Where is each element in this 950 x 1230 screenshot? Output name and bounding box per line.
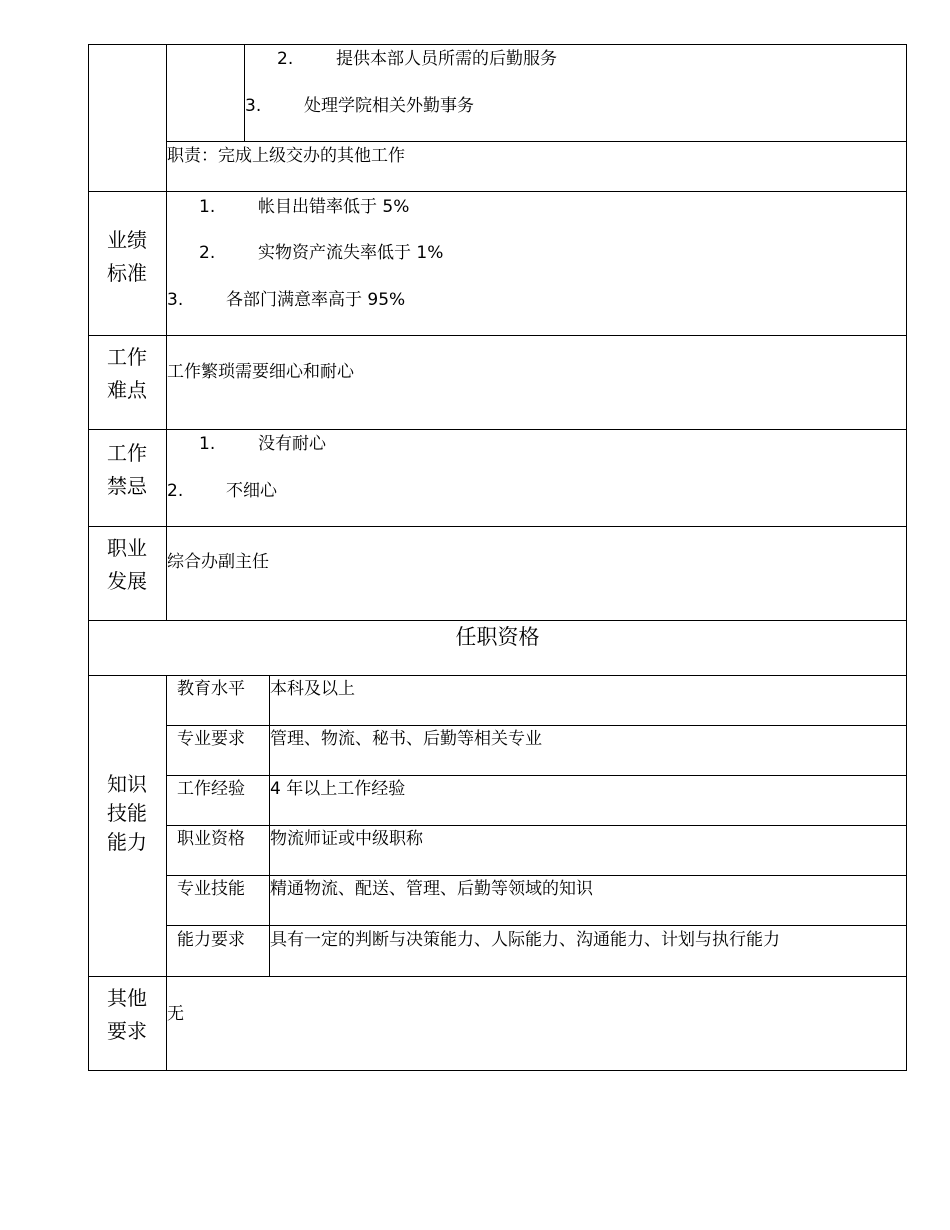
table-right-border xyxy=(906,44,907,1071)
performance-item-text: 实物资产流失率低于 1% xyxy=(258,243,444,263)
other-text: 无 xyxy=(167,1004,184,1024)
row-divider xyxy=(88,429,907,430)
qualification-row-divider xyxy=(166,725,907,726)
qualification-row-label: 能力要求 xyxy=(177,930,245,950)
qualification-row-divider xyxy=(166,925,907,926)
row-divider xyxy=(88,526,907,527)
qualification-row-value: 4 年以上工作经验 xyxy=(270,779,406,799)
duty-item-text: 提供本部人员所需的后勤服务 xyxy=(336,49,557,69)
duty-item-number: 3. xyxy=(245,96,262,116)
row-divider xyxy=(88,620,907,621)
performance-label: 业绩 标准 xyxy=(107,228,147,285)
qualification-row-label: 专业要求 xyxy=(177,729,245,749)
performance-item-text: 各部门满意率高于 95% xyxy=(226,290,406,310)
taboo-item-text: 不细心 xyxy=(226,481,277,501)
row-divider xyxy=(88,976,907,977)
taboo-item-number: 1. xyxy=(199,434,216,454)
label-column-divider xyxy=(166,44,167,620)
qualification-row-divider xyxy=(166,775,907,776)
qualification-row-label: 教育水平 xyxy=(177,679,245,699)
career-label: 职业 发展 xyxy=(107,536,147,593)
qualification-row-value: 管理、物流、秘书、后勤等相关专业 xyxy=(270,729,542,749)
table-bottom-border xyxy=(88,1070,907,1071)
difficulty-text: 工作繁琐需要细心和耐心 xyxy=(167,362,354,382)
qualifications-title: 任职资格 xyxy=(455,625,540,649)
career-text: 综合办副主任 xyxy=(167,552,269,572)
qualification-row-label: 职业资格 xyxy=(177,829,245,849)
performance-item-number: 3. xyxy=(167,290,184,310)
taboo-item-number: 2. xyxy=(167,481,184,501)
performance-item-number: 1. xyxy=(199,197,216,217)
row-divider xyxy=(88,335,907,336)
qualification-row-value: 本科及以上 xyxy=(270,679,355,699)
qualification-row-label: 专业技能 xyxy=(177,879,245,899)
difficulty-label: 工作 难点 xyxy=(107,345,147,402)
taboo-item-text: 没有耐心 xyxy=(258,434,326,454)
table-top-border xyxy=(88,44,907,45)
duties-other-divider xyxy=(166,141,907,142)
performance-item-number: 2. xyxy=(199,243,216,263)
row-divider xyxy=(88,675,907,676)
other-label: 其他 要求 xyxy=(107,986,147,1043)
other-duty-text: 职责：完成上级交办的其他工作 xyxy=(167,146,405,166)
duty-item-text: 处理学院相关外勤事务 xyxy=(304,96,474,116)
qualification-row-divider xyxy=(166,825,907,826)
row-divider xyxy=(88,191,907,192)
duties-subcell-divider xyxy=(244,44,245,142)
qualification-row-value: 物流师证或中级职称 xyxy=(270,829,423,849)
qualifications-label: 知识 技能 能力 xyxy=(107,772,147,854)
qualification-row-divider xyxy=(166,875,907,876)
qualification-row-value: 具有一定的判断与决策能力、人际能力、沟通能力、计划与执行能力 xyxy=(270,930,780,950)
performance-item-text: 帐目出错率低于 5% xyxy=(258,197,410,217)
duty-item-number: 2. xyxy=(277,49,294,69)
taboo-label: 工作 禁忌 xyxy=(107,441,147,498)
qualification-row-label: 工作经验 xyxy=(177,779,245,799)
qualification-row-value: 精通物流、配送、管理、后勤等领域的知识 xyxy=(270,879,593,899)
